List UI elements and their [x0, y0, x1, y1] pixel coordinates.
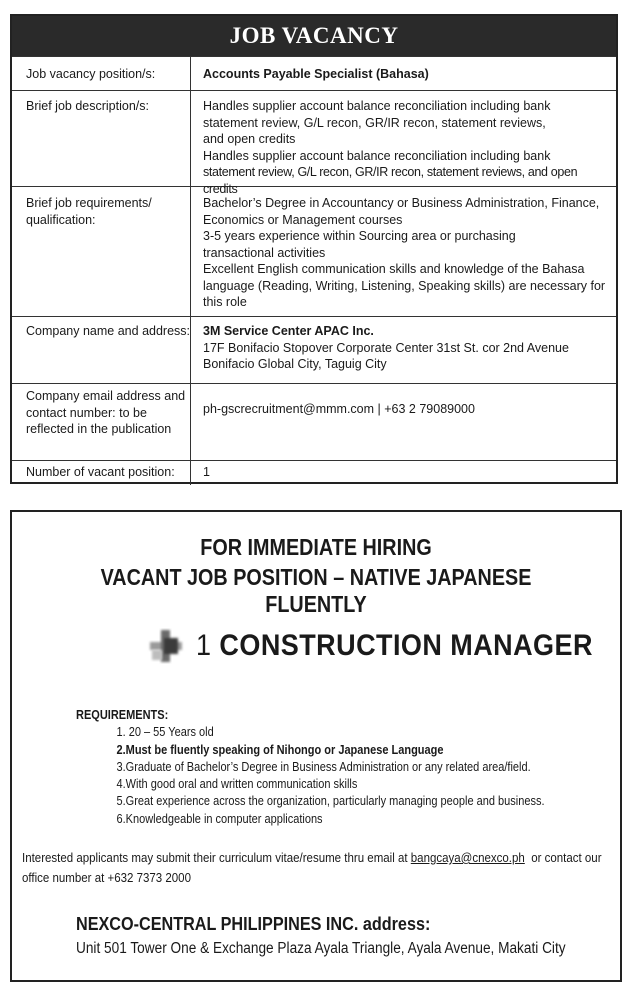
contact-label-line: publication — [111, 422, 172, 436]
requirements-value — [191, 187, 616, 316]
cross-blur-icon — [146, 628, 186, 664]
contact-value: ph-gscrecruitment@mmm.com | +63 2 79089000 — [203, 402, 475, 416]
description-line: statement review, G/L recon, GR/IR recon, statement reviews, — [203, 115, 546, 130]
company-address-line: 17F Bonifacio Stopover Corporate Center 31st St. cor 2nd Avenue — [203, 340, 569, 355]
company-label — [12, 317, 191, 383]
contact-label — [12, 384, 191, 460]
company-value — [191, 317, 616, 383]
row-company — [12, 316, 616, 383]
application-note — [22, 848, 606, 888]
email-link[interactable]: bangcaya@cnexco.ph — [410, 850, 525, 865]
requirement-item: 4.With good oral and written communication skills — [116, 777, 358, 792]
contact-label-line: and contact number: — [26, 389, 186, 420]
job-vacancy-ad — [10, 14, 618, 484]
requirement-line: Bachelor’s Degree in Accountancy or Business Administration, Finance, — [203, 196, 600, 210]
hiring-ad — [10, 510, 622, 982]
requirement-line: transactional activities — [203, 245, 326, 260]
row-description — [12, 90, 616, 196]
description-label: Brief job description/s: — [12, 91, 191, 186]
requirements-label — [12, 187, 191, 316]
company-name: 3M Service Center APAC Inc. — [203, 324, 374, 338]
row-vacant-count — [12, 460, 616, 485]
position-title — [196, 629, 593, 663]
row-contact — [12, 383, 616, 460]
vacant-value: 1 — [203, 465, 210, 479]
requirements-list — [76, 724, 545, 828]
requirement-item: 5.Great experience across the organization, particularly managing people and business. — [116, 794, 545, 809]
requirement-line: Excellent English communication skills and knowledge of the Bahasa — [203, 262, 585, 276]
company-label-line: address: — [142, 324, 191, 338]
position-name: CONSTRUCTION MANAGER — [219, 629, 593, 662]
contact-label-line: to be reflected in the — [26, 405, 147, 436]
hiring-heading: FOR IMMEDIATE HIRING — [200, 534, 432, 560]
description-line: and open credits — [203, 132, 296, 146]
description-line: Handles supplier account balance reconciliation including bank — [203, 148, 551, 163]
address-text: Unit 501 Tower One & Exchange Plaza Ayala Triangle, Ayala Avenue, Makati City — [76, 940, 566, 957]
requirement-line: Economics or Management courses — [203, 212, 403, 227]
requirement-line: this role — [203, 295, 247, 309]
contact-label-line: Company email address — [26, 389, 161, 403]
position-value: Accounts Payable Specialist (Bahasa) — [203, 67, 429, 81]
requirement-item: 3.Graduate of Bachelor’s Degree in Business Administration or any related area/field. — [116, 759, 531, 774]
description-value — [191, 91, 616, 196]
row-requirements — [12, 186, 616, 316]
position-count: 1 — [196, 629, 212, 662]
company-address-line: Bonifacio Global City, Taguig City — [203, 357, 387, 371]
company-label-line: Company name and — [26, 324, 139, 338]
position-label: Job vacancy position/s: — [12, 57, 191, 90]
hiring-subheading: VACANT JOB POSITION – NATIVE JAPANESE FLUENTLY — [100, 564, 532, 617]
requirement-item: 6.Knowledgeable in computer applications — [116, 811, 323, 826]
office-number: office number at +632 7373 2000 — [22, 870, 191, 885]
requirements-block — [76, 707, 545, 828]
requirements-label-line: qualification: — [26, 212, 96, 227]
note-text-suffix: or contact our — [524, 850, 602, 865]
note-text: Interested applicants may submit their curriculum vitae/resume thru email at — [22, 850, 411, 865]
row-position — [12, 56, 616, 90]
ad-title: JOB VACANCY — [12, 16, 616, 56]
requirements-heading: REQUIREMENTS: — [76, 708, 169, 722]
requirement-line: language (Reading, Writing, Listening, Speaking skills) are necessary for — [203, 278, 606, 293]
requirement-line: 3-5 years experience within Sourcing area or purchasing — [203, 229, 516, 243]
requirement-item: 2.Must be fluently speaking of Nihongo or Japanese Language — [116, 742, 444, 757]
address-heading: NEXCO-CENTRAL PHILIPPINES INC. address: — [76, 914, 431, 934]
requirement-item: 1. 20 – 55 Years old — [116, 725, 214, 740]
position-banner — [146, 628, 632, 664]
vacant-label: Number of vacant position: — [12, 461, 191, 485]
description-line: Handles supplier account balance reconciliation including bank — [203, 99, 551, 113]
requirements-label-line: Brief job requirements/ — [26, 196, 152, 210]
description-line: statement review, G/L recon, GR/IR recon, statement reviews, and open credits — [203, 165, 578, 196]
